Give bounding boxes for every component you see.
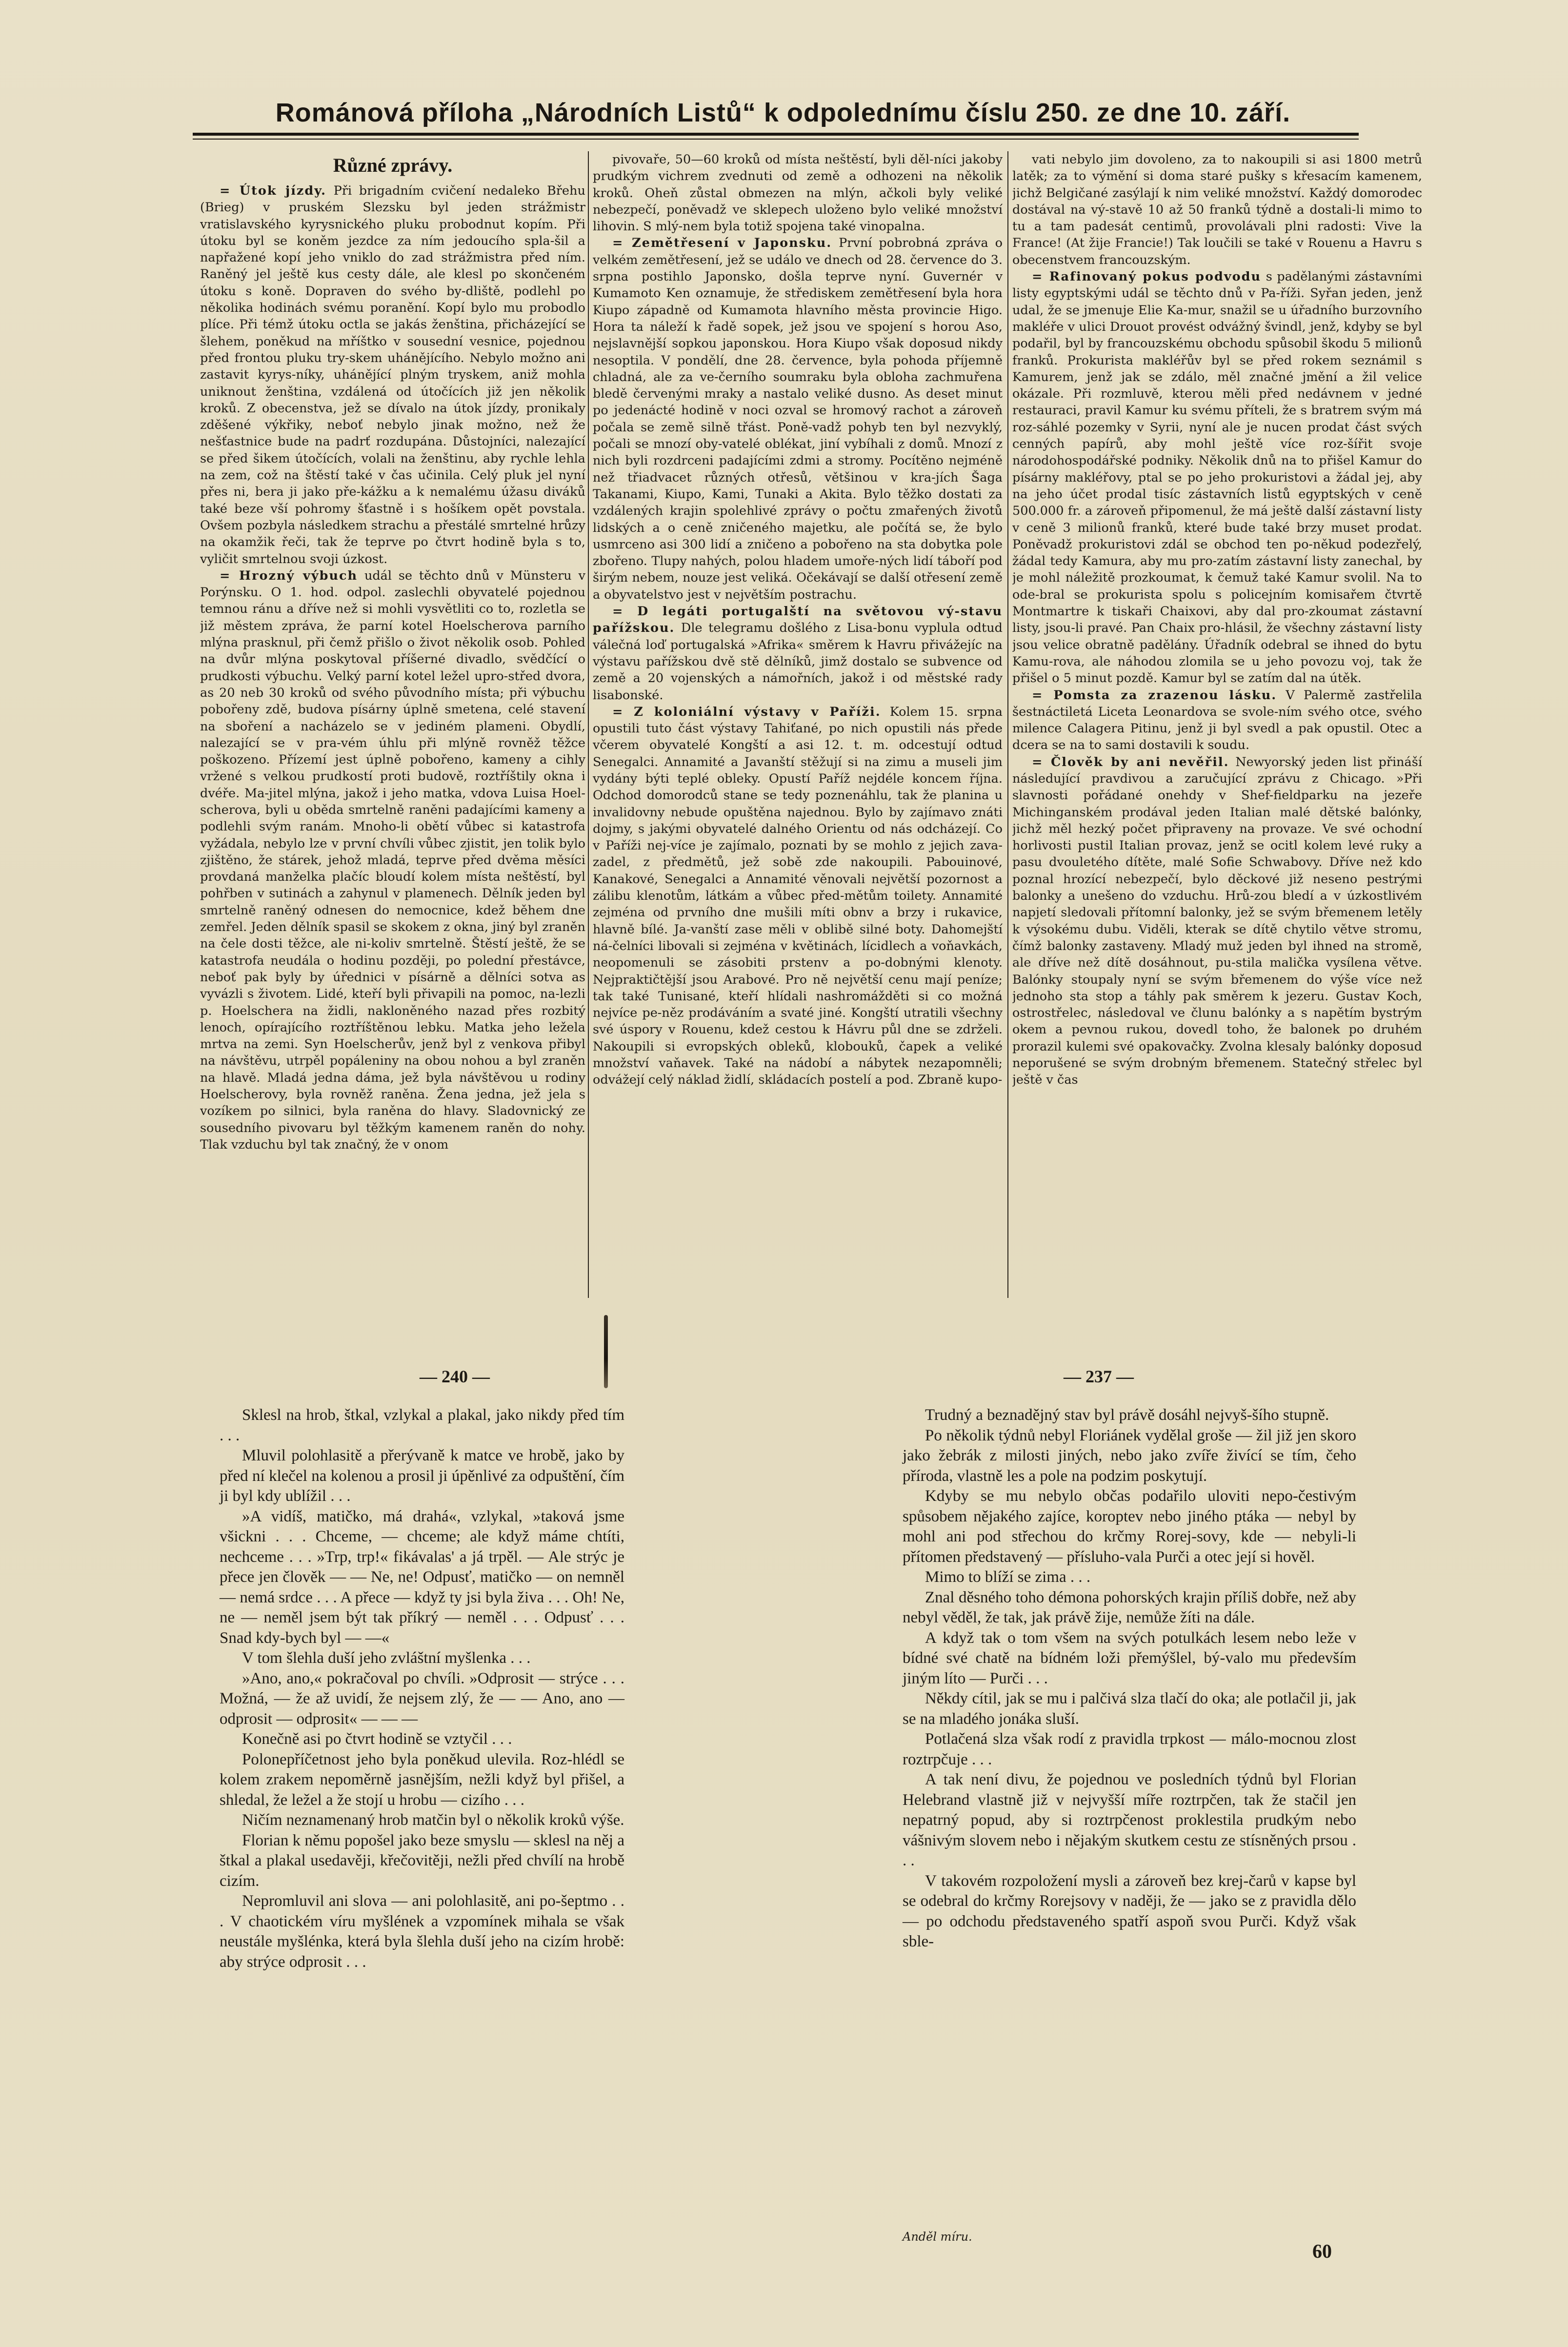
news-item bbox=[200, 567, 585, 1153]
novel-paragraph: »A vidíš, matičko, má drahá«, vzlykal, »taková jsme všickni . . . Chceme, — chceme; ale když máme chtíti, nechceme . . . »Trp, trp!« fikávalas' a já trpěl. — Ale strýc je přece jen člověk — — Ne, ne! Odpusť, matičko — on nemněl — nemá srdce . . . A přece — když ty jsi byla živa . . . Oh! Ne, ne — neměl jsem být tak příkrý — neměl . . . Odpusť . . . Snad kdy-bych byl — —« bbox=[220, 1507, 624, 1647]
news-item bbox=[593, 235, 1003, 603]
news-column-2 bbox=[593, 151, 1003, 1298]
novel-paragraph: Ničím neznamenaný hrob matčin byl o několik kroků výše. bbox=[242, 1811, 624, 1829]
novel-paragraph: Konečně asi po čtvrt hodině se vztyčil . . . bbox=[242, 1730, 512, 1748]
news-item-headline: = Pomsta za zrazenou lásku. bbox=[1032, 688, 1277, 703]
novel-paragraph: Znal děsného toho démona pohorských krajin příliš dobře, než aby nebyl věděl, že tak, jak právě žije, nemůže žíti na dále. bbox=[903, 1588, 1356, 1626]
novel-paragraph: V tom šlehla duší jeho zvláštní myšlenka . . . bbox=[242, 1649, 531, 1667]
news-item bbox=[593, 704, 1003, 1089]
ink-mark bbox=[604, 1315, 608, 1388]
section-heading: Různé zprávy. bbox=[333, 154, 453, 176]
news-item bbox=[200, 182, 585, 567]
news-item-text: Kolem 15. srpna opustili tuto část výstavy Tahiťané, po nich opustili nás přede včerem obyvatelé Kongští a asi 12. t. m. odcestují odtud Senegalci. Annamité a Javanští stěžují si na zimu a museli jim vydány býti teplé obleky. Opustí Paříž nejdéle koncem října. Odchod domorodců stane se tedy poznenáhlu, tak že planina u invalidovny nebude opuštěna najednou. Bylo by zajímavo znáti dojmy, s jakými obyvatelé dalného Orientu od nás odcházejí. Co v Paříži nej-více je zajímalo, poznati by se mohlo z jejich zava-zadel, z předmětů, jež sobě zde nakoupili. Pabouinové, Kanakové, Senegalci a Annamité věnovali největší pozornost a zálibu klenotům, látkám a vůbec před-mětům toilety. Annamité zejména od prvního dne mušili míti obnv a brzy i rukavice, hlavně bílé. Ja-vanští zase měli v oblibě silné boty. Dahomejští ná-čelníci libovali si zejména v květinách, lícidlech a voňavkách, neopomenuli se zásobiti prstenv a po-dobnými klenoty. Nejpraktičtější jsou Arabové. Pro ně největší cenu mají peníze; tak také Tunisané, kteří hlídali nashromážděti si co možná nejvíce pe-něz prodáváním a svaté jiné. Kongští utratili všechny své úspory v Rouenu, kdež cestou k Hávru půl dne se zdrželi. Nakoupili si evropských obleků, klobouků, čapek a veliké množství vaňavek. Také na nádobí a nábytek nezapomněli; odvážejí celý náklad židlí, skládacích postelí a pod. Zbraně kupo- bbox=[593, 704, 1003, 1088]
novel-paragraph: A tak není divu, že pojednou ve posledních týdnů byl Florian Helebrand vlastně již v nejvyšší míře roztrpčen, tak že stačil jen nepatrný popud, aby si roztrpčenost proklestila prudkým nebo vášnivým slovem nebo i nějakým skutkem cestu ze stísněných prsou . . . bbox=[903, 1771, 1356, 1869]
novel-paragraph: Mimo to blíží se zima . . . bbox=[925, 1568, 1091, 1586]
novel-paragraph: A když tak o tom všem na svých potulkách lesem nebo leže v bídné své chatě na bídném loži přemýšlel, bý-valo mu především jiným líto — Purči . . . bbox=[903, 1629, 1356, 1687]
news-item-text: pivovaře, 50—60 kroků od místa neštěstí, byli děl-níci jakoby prudkým vichrem zvednuti od země a odhozeni na několik kroků. Oheň zůstal obmezen na mlýn, ačkoli byly veliké nebezpečí, poněvadž ve sklepech uloženo bylo veliké množství lihovin. S mlý-nem byla totiž spojena také vinopalna. bbox=[593, 152, 1003, 234]
news-item-headline: = Útok jízdy. bbox=[220, 183, 326, 198]
column-divider bbox=[1007, 151, 1008, 1298]
novel-paragraph: Nepromluvil ani slova — ani polohlasitě, ani po-šeptmo . . . V chaotickém víru myšlének a vzpomínek mihala se však neustále myšlénka, která byla šlehla duší jeho na cizím hrobě: aby strýce odprosit . . . bbox=[220, 1892, 624, 1971]
novel-paragraph: Sklesl na hrob, štkal, vzlykal a plakal, jako nikdy před tím . . . bbox=[220, 1406, 624, 1444]
folio-right: — 237 — bbox=[1064, 1367, 1134, 1386]
news-item bbox=[1012, 268, 1422, 687]
news-item-headline: = D legáti portugalští na světovou vý-stavu pařížskou. bbox=[593, 604, 1003, 636]
news-item bbox=[593, 151, 1003, 235]
news-item bbox=[1012, 687, 1422, 754]
news-item-headline: = Zemětřesení v Japonsku. bbox=[612, 236, 832, 251]
news-item-text: V Palermě zastřelila šestnáctiletá Liceta Leonardova se svole-ním svého otce, svého milence Calagera Pitinu, jenž ji byl svedl a pak opustil. Otec a dcera se na to sami dostavili k soudu. bbox=[1012, 688, 1422, 753]
news-item bbox=[1012, 754, 1422, 1089]
novel-paragraph: »Ano, ano,« pokračoval po chvíli. »Odprosit — strýce . . . Možná, — že až uvidí, že nejsem zlý, že — — Ano, ano — odprosit — odprosit« — — — bbox=[220, 1669, 624, 1728]
news-item-headline: = Rafinovaný pokus podvodu bbox=[1032, 269, 1262, 284]
signature-line: Anděl míru. bbox=[903, 2230, 972, 2244]
col1-body bbox=[200, 182, 585, 1153]
novel-paragraph: Kdyby se mu nebylo občas podařilo uloviti nepo-čestivým spůsobem nějakého zajíce, koroptev nebo jiného ptáka — nebyl by mohl ani pod střechou do krčmy Rorej-sovy, kde — nebyli-li přítomen představený — přísluho-vala Purči a otec její si hověl. bbox=[903, 1487, 1356, 1566]
news-column-1 bbox=[200, 151, 585, 1298]
novel-paragraph: V takovém rozpoložení mysli a zároveň bez krej-čarů v kapse byl se odebral do krčmy Rorejsovy v naději, že — jako se z pravidla dělo — po odchodu představeného spatří aspoň svou Purči. Když však sble- bbox=[903, 1872, 1356, 1950]
novel-paragraph: Florian k němu popošel jako beze smyslu — sklesl na něj a štkal a plakal usedavěji, křečovitěji, nežli před chvílí na hrobě cizím. bbox=[220, 1831, 624, 1890]
news-item-text: Dle telegramu došlého z Lisa-bonu vyplula odtud válečná loď portugalská »Afrika« směrem k Havru přivážejíc na výstavu pařížskou dvě stě dělníků, jimž dostalo se subvence od země a 20 vojenských a námořních, jakož i od městské rady lisabonské. bbox=[593, 621, 1003, 703]
folio-left: — 240 — bbox=[420, 1367, 490, 1386]
novel-paragraph: Někdy cítil, jak se mu i palčivá slza tlačí do oka; ale potlačil ji, jak se na mladého jonáka sluší. bbox=[903, 1690, 1356, 1728]
news-item-text: udál se těchto dnů v Münsteru v Porýnsku. O 1. hod. odpol. zaslechli obyvatelé pojednou temnou ránu a dříve než si mohli vysvětliti co to, rozletla se již městem zpráva, že parní kotel Hoelscherova parního mlýna prasknul, při čemž přišlo o život několik osob. Pohled na dvůr mlýna poskytoval příšerné divadlo, svědčící o prudkosti výbuchu. Velký parní kotel ležel upro-střed dvora, as 20 neb 30 kroků od svého původního místa; při výbuchu pobořeny zdě, budova písárny úplně smetena, celé stavení na sboření a nacházelo se v jediném plameni. Obydlí, nalezající se v pra-vém úhlu při mlýně rovněž těžce poškozeno. Přízemí jest úplně pobořeno, kameny a cihly vržené s velkou prudkostí proti budově, roztříštily okna i dvéře. Ma-jitel mlýna, jakož i jeho matka, vdova Luisa Hoel-scherova, byli u oběda smrtelně raněni padajícími kameny a podlehli svým ranám. Mnoho-li obětí vůbec si katastrofa vyžádala, nebylo lze v první chvíli vůbec zjistit, jen tolik bylo zjištěno, že stárek, jehož mladá, teprve před dvěma měsíci provdaná manželka plačíc bloudí kolem místa neštěstí, byl pohřben v sutinách a zahynul v plamenech. Dělník jeden byl smrtelně raněný odnesen do nemocnice, kdež během dne zemřel. Jeden dělník spasil se skokem z okna, jiný byl zraněn na čele dosti těžce, ale ni-koliv smrtelně. Štěstí ještě, že se katastrofa neudála o hodinu později, po polední přestávce, neboť pak byly by úřednici v písárně a dělníci sotva as vyvázli s životem. Lidé, kteří byli přivapili na pomoc, na-lezli p. Hoelschera na židli, nakloněného nazad přes rozbitý lenoch, opírajícího roztříštěnou lebku. Matka jeho ležela mrtva na zemi. Syn Hoelscherův, jenž byl z venkova přibyl na návštěvu, utrpěl popáleniny na obou nohou a byl zraněn na hlavě. Mladá jedna dáma, jež byla návštěvou u rodiny Hoelscherovy, byla rovněž raněna. Žena jedna, jež jela s vozíkem po silnici, byla raněna do hlavy. Sladovnický ze sousedního pivovaru byl těžkým kamenem raněn do nohy. Tlak vzduchu byl tak značný, že v onom bbox=[200, 568, 585, 1152]
news-column-3 bbox=[1012, 151, 1422, 1298]
masthead-title: Románová příloha „Národních Listů“ k odpolednímu číslu 250. ze dne 10. září. bbox=[275, 98, 1291, 127]
news-item-headline: = Hrozný výbuch bbox=[220, 568, 358, 583]
news-item-headline: = Z koloniální výstavy v Paříži. bbox=[612, 704, 881, 719]
page-number: 60 bbox=[1312, 2240, 1332, 2262]
news-item-text: vati nebylo jim dovoleno, za to nakoupili si asi 1800 metrů latěk; za to výmění si doma staré pušky s křesacím kamenem, jichž Belgičané zasýlají k nim veliké množství. Každý domorodec dostával na vý-stavě 10 až 50 franků týdně a dostali-li mimo to tu a tam padesát centimů, provolávali plni radosti: Vive la France! (At žije Francie!) Tak loučili se také v Rouenu a Havru s obecenstvem francouzským. bbox=[1012, 152, 1422, 267]
col3-body bbox=[1012, 151, 1422, 1089]
novel-page-left bbox=[220, 1405, 624, 1972]
col2-body bbox=[593, 151, 1003, 1089]
news-item-text: Newyorský jeden list přináší následující pravdivou a zaručující zprávu z Chicago. »Při slavnosti pořádané onehdy v Shef-fieldparku na jezeře Michinganském prodával jeden Italian malé dětské balónky, jichž měl hezký počet připraveny na provaze. Ve své ochodní horlivosti pustil Italian provaz, jenž se ocitl kolem levé ruky a pasu dvouletého dítěte, malé Sofie Schwabovy. Dříve než kdo poznal hrozící nebezpečí, bylo děckové již nesenо pestrými balonky a unešeno do vzduchu. Hrů-zou bledí a v úzkostlivém napjetí sledovali přítomní balonky, jež se svým břemenem letěly k výsokému dubu. Viděli, kterak se dítě chytilo větve stromu, čímž balonky zastaveny. Mladý muž jeden byl ihned na stromě, ale dříve než dítě dosáhnout, pu-stila malička vysílena větve. Balónky stoupaly nyní se svým břemenem do výše více než jednoho sta stop a táhly pak směrem k jezeru. Gustav Koch, ostrostřelec, následoval ve člunu balónky a s napětím bystrým okem a pevnou rukou, dovedl toho, že balonek po druhém prorazil kulemi své opakovačky. Zvolna klesaly balónky doposud neporušené se svým drobným břemenem. Statečný střelec byl ještě v čas bbox=[1012, 754, 1422, 1088]
novel-page-right bbox=[903, 1405, 1356, 1952]
news-item bbox=[593, 603, 1003, 704]
novel-paragraph: Po několik týdnů nebyl Floriánek vydělal groše — žil již jen skoro jako žebrák z milosti jiných, nebo jako zvíře živící se tím, čeho příroda, vlastně les a pole na podzim poskytují. bbox=[903, 1426, 1356, 1485]
news-item bbox=[1012, 151, 1422, 268]
novel-paragraph: Potlačená slza však rodí z pravidla trpkost — málo-mocnou zlost roztrpčuje . . . bbox=[903, 1730, 1356, 1768]
column-divider bbox=[588, 151, 589, 1298]
novel-paragraph: Polonepříčetnost jeho byla poněkud ulevila. Roz-hlédl se kolem zrakem nepoměrně jasnějším, nežli když byl přišel, a shledal, že ležel a že stojí u hrobu — cizího . . . bbox=[220, 1750, 624, 1809]
news-item-text: Při brigadním cvičení nedaleko Břehu (Brieg) v pruském Slezsku byl jeden strážmistr vratislavského kyrysnického pluku probodnut kopím. Při útoku byl se koněm jezdce za ním jedoucího spla-šil a napřažené kopí jeho vniklo do zad strážmistra před ním. Raněný jel ještě kus cesty dále, ale klesl po skončeném útoku s koně. Dopraven do svého by-dliště, podlehl po několika hodinách svému poranění. Kopí bylo mu probodlo plíce. Při témž útoku octla se jakás ženština, přicházející se šlehem, poněkud na mříštko v sousední vesnice, pojednou před frontou pluku try-skem uhánějícího. Nebylo možno ani zastavit kyrys-níky, uhánějící plným tryskem, aniž mohla uniknout ženština, vzdálená od útočících již jen několik kroků. Z obecenstva, jež se dívalo na útok jízdy, pronikaly zděšené výkřiky, neboť nebylo jinak možno, než že nešťastnice bude na padrť rozdupána. Důstojníci, nalezající se před šikem útočících, volali na ženštinu, aby rychle lehla na zem, což na štěstí také v čas učinila. Celý pluk jel nyní přes ni, bera ji jako pře-kážku a k nemalému úžasu diváků také beze vší pohromy šťastně i s hošíkem opět povstala. Ovšem pozbyla následkem strachu a přestálé smrtelné hrůzy na okamžik řeči, tak že teprve po čtvrt hodině byla s to, vyličit smrtelnou svoji úzkost. bbox=[200, 183, 585, 567]
novel-paragraph: Trudný a beznadějný stav byl právě dosáhl nejvyš-šího stupně. bbox=[925, 1406, 1329, 1424]
news-item-text: První pobrobná zpráva o velkém zemětřesení, jež se událo ve dnech od 28. července do 3. srpna postihlo Japonsko, došla teprve nyní. Guvernér v Kumamoto Ken oznamuje, že střediskem zemětřesení byla hora Kiupo západně od Kumamota hlavního města provincie Higo. Hora ta náleží k řadě sopek, jež jsou ve spojení s horou Aso, nejslavnější sopkou japonskou. Hora Kiupo však doposud nikdy nesoptila. V pondělí, dne 28. července, byla pohoda příjemně chladná, ale za ve-černího soumraku byla obloha zachmuřena bledě červenými mraky a nastalo veliké dusno. As deset minut po jedenácté hodině v noci ozval se hromový rachot a zároveň počala se země silně třást. Poně-vadž pohyb ten byl nezvyklý, počali se mnozí oby-vatelé oblékat, jiní vybíhali z domů. Mnozí z nich byli rozdrceni padajícími zdmi a stromy. Pocítěno nejméně než třiadvacet různých otřesů, většinou v kra-jích Šaga Takanami, Kiupo, Kami, Tunaki a Akita. Bylo těžko dostati za vzdálených krajin spolehlivé zprávy o počtu zmařených životů lidských a o ceně zničeného majetku, ale počítá se, že bylo usmrceno asi 300 lidí a zničeno a pobořeno na sta dobytka pole zbořeno. Tlupy nahých, polou hladem umoře-ných lidí táboří pod širým nebem, nouze jest veliká. Očekávají se další otřesení země a obyvatelstvo jest v největším postrachu. bbox=[593, 236, 1003, 602]
news-item-headline: = Člověk by ani nevěřil. bbox=[1032, 754, 1229, 769]
novel-paragraph: Mluvil polohlasitě a přerývaně k matce ve hrobě, jako by před ní klečel na kolenou a prosil ji úpěnlivé za odpuštění, čím ji byl kdy ublížil . . . bbox=[220, 1447, 624, 1505]
masthead-rule bbox=[193, 133, 1359, 136]
masthead-rule-thin bbox=[193, 139, 1359, 140]
news-item-text: s padělanými zástavními listy egyptskými udál se těchto dnů v Pa-říži. Syřan jeden, jenž udal, že se jmenuje Elie Ka-mur, snažil se u úřadního burzovního makléře v ulici Drouot provést odvážný švindl, jenž, kdyby se byl podařil, byl by francouzskému obchodu spůsobil škodu 5 milionů franků. Prokuristа makléřův byl se před rokem seznámil s Kamurem, jenž jak se zdálo, měl značné jmění a žil velice okázale. Při rozmluvě, kterou měli před nedávnem v jedné restauraci, pravil Kamur ku svému příteli, že s bratrem svým má roz-sáhlé pozemky v Syrii, nyní ale je nucen prodat část svých cenných papírů, aby mohl ještě více roz-šířit svoje národohospodářské podniky. Několik dnů na to přišel Kamur do písárny makléřovy, ptal se po jeho prokuristovi a žádal jej, aby na jeho účet prodal tisíc zástavních listů egyptských v ceně 500.000 fr. a zároveň připomenul, že má ještě další zástavní listy v ceně 3 milionů franků, které bude také brzy muset prodat. Poněvadž prokuristovi zdál se obchod ten po-někud podezřelý, žádal tedy Kamura, aby mu pro-zatím zástavní listy zanechal, by je mohl náležitě prozkoumat, k čemuž také Kamur svolil. Na to ode-bral se prokurista spolu s policejním komisařem čtvrtě Montmartre k tiskaři Chaixovi, aby dal pro-zkoumat zástavní listy, jsou-li pravé. Pan Chaix pro-hlásil, že všechny zástavní listy jsou velice obratně padělány. Úřadník odebral se ihned do bytu Kamu-rova, ale náhodou zlomila se u jeho povozu voj, tak že přišel o 5 minut pozdě. Kamur byl se zatím dal na útěk. bbox=[1012, 269, 1422, 686]
